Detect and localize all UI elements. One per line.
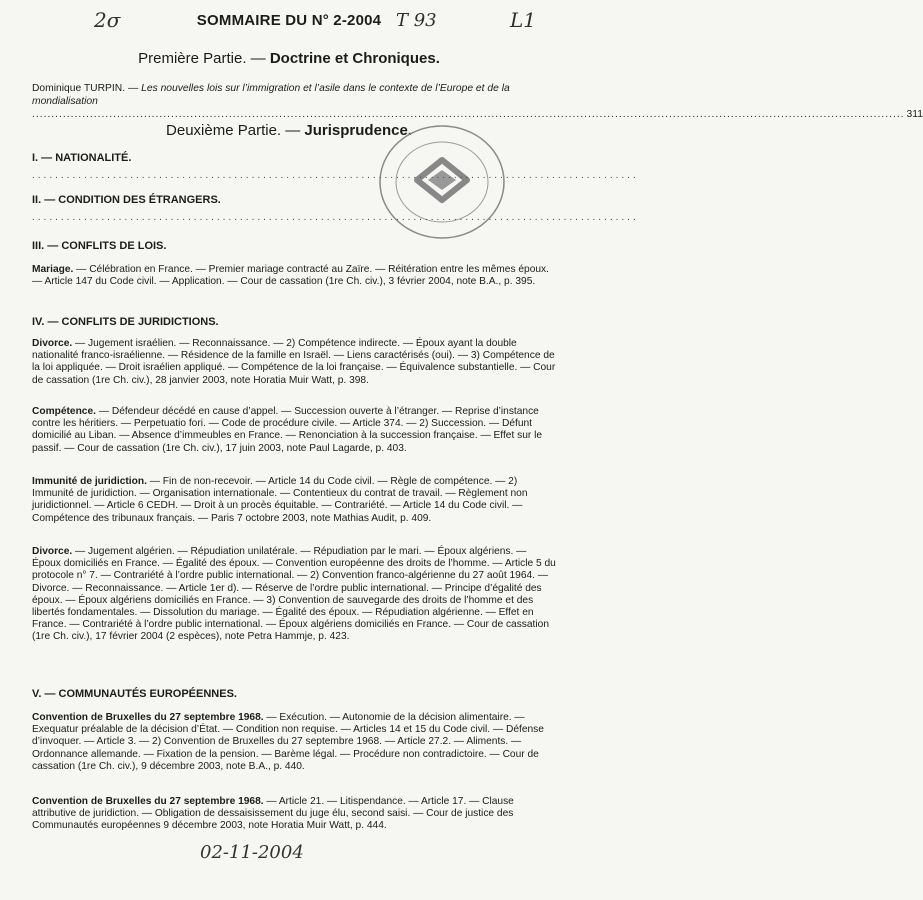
handwritten-date: 02-11-2004 (200, 842, 304, 863)
section-conflits-juridictions: IV. — CONFLITS DE JURIDICTIONS. (32, 316, 219, 328)
handwritten-mark-right: L1 (510, 8, 537, 32)
handwritten-mark-middle: T 93 (396, 10, 437, 31)
entry-divorce-israelien (32, 338, 558, 387)
entry-competence (32, 406, 558, 455)
part-one-prefix: Première Partie. — (138, 50, 270, 67)
section-condition-etrangers: II. — CONDITION DES ÉTRANGERS. (32, 194, 221, 206)
section-conflits-lois: III. — CONFLITS DE LOIS. (32, 240, 167, 252)
part-one-name: Doctrine et Chroniques. (269, 50, 440, 67)
entry-immunite-head: Immunité de juridiction. (32, 476, 147, 487)
entry-divorce-algerien-text: — Jugement algérien. — Répudiation unilatérale. — Répudiation par le mari. — Époux algériens. — Époux domiciliés en France. — Égalité des époux. — Convention européenne des droits de l’homme. — Article 5 du protocole n° 7. — Contrariété à l’ordre public international. — 2) Convention franco-algérienne du 27 août 1964. — Divorce. — Reconnaissance. — Article 1er d). — Réserve de l’ordre public international. — Principe d’égalité des époux. — Époux algériens domiciliés en France. — 3) Convention de sauvegarde des droits de l’homme et des libertés fondamentales. — Dissolution du mariage. — Égalité des époux. — Répudiation algérienne. — Effet en France. — Contrariété à l’ordre public international. — Époux algériens domiciliés en France. — Cour de cassation (1re Ch. civ.), 17 février 2004 (2 espèces), note Petra Hammje, p. 423. (32, 546, 556, 643)
library-stamp (372, 120, 512, 250)
entry-competence-text: — Défendeur décédé en cause d’appel. — Succession ouverte à l’étranger. — Reprise d’instance contre les héritiers. — Perpetuatio fori. — Code de procédure civile. — Article 374. — 2) Succession. — Défunt domicilié au Liban. — Absence d’immeubles en France. — Renonciation à la succession française. — Effet sur le passif. — Cour de cassation (1re Ch. civ.), 17 juin 2003, note Paul Lagarde, p. 403. (32, 406, 543, 454)
entry-bruxelles-litispendance-text: — Article 21. — Litispendance. — Article 17. — Clause attributive de juridiction. — Obligation de dessaisissement du juge élu, second saisi. — Cour de justice des Communautés européennes 9 décembre 2003, note Horatia Muir Watt, p. 444. (32, 796, 514, 832)
entry-divorce-algerien (32, 546, 558, 644)
intro-entry (32, 82, 923, 121)
section-communautes-europeennes: V. — COMMUNAUTÉS EUROPÉENNES. (32, 688, 237, 700)
part-two-name: Jurisprudence. (304, 122, 412, 139)
entry-divorce-algerien-head: Divorce. (32, 546, 73, 557)
section-nationalite: I. — NATIONALITÉ. (32, 152, 132, 164)
handwritten-mark-left: 2σ (94, 8, 121, 32)
intro-author: Dominique TURPIN. — (32, 83, 142, 94)
intro-leader-dots: .................................................................................................................................................................................................................................. (32, 109, 905, 120)
intro-page-number: 311 (906, 109, 923, 120)
entry-bruxelles-execution (32, 712, 558, 773)
entry-mariage (32, 264, 558, 288)
entry-mariage-head: Mariage. (32, 264, 74, 275)
entry-bruxelles-litispendance (32, 796, 558, 833)
section-condition-etrangers-dots: ......................................................................................................... (32, 212, 639, 223)
entry-divorce-israelien-head: Divorce. (32, 338, 73, 349)
entry-immunite (32, 476, 558, 525)
entry-bruxelles-execution-text: — Exécution. — Autonomie de la décision alimentaire. — Exequatur préalable de la décision d’État. — Condition non requise. — Articles 14 et 15 du Code civil. — Défense d’invoquer. — Article 3. — 2) Convention de Bruxelles du 27 septembre 1968. — Article 27.2. — Aliments. — Ordonnance allemande. — Fixation de la pension. — Barème légal. — Procédure non contradictoire. — Cour de cassation (1re Ch. civ.), 9 décembre 2003, note B.A., p. 440. (32, 712, 544, 772)
entry-divorce-israelien-text: — Jugement israélien. — Reconnaissance. — 2) Compétence indirecte. — Époux ayant la double nationalité franco-israélienne. — Résidence de la famille en Israël. — Liens caractérisés (oui). — 3) Compétence de la loi appliquée. — Droit israélien appliqué. — Compétence de la loi française. — Équivalence substantielle. — Cour de cassation (1re Ch. civ.), 28 janvier 2003, note Horatia Muir Watt, p. 398. (32, 338, 556, 386)
page-title: SOMMAIRE DU N° 2-2004 (196, 12, 382, 29)
part-two-prefix: Deuxième Partie. — (166, 122, 305, 139)
entry-immunite-text: — Fin de non-recevoir. — Article 14 du Code civil. — Règle de compétence. — 2) Immunité de juridiction. — Organisation internationale. — Contentieux du contrat de travail. — Règlement non juridictionnel. — Article 6 CEDH. — Droit à un procès équitable. — Contrariété. — Article 14 du Code civil. — Compétence des tribunaux français. — Paris 7 octobre 2003, note Mathias Audit, p. 409. (32, 476, 528, 524)
entry-competence-head: Compétence. (32, 406, 96, 417)
section-nationalite-dots: ......................................................................................................... (32, 170, 639, 181)
intro-title: Les nouvelles lois sur l’immigration et l’asile dans le contexte de l’Europe et de la mondialisation (32, 83, 510, 107)
part-one-heading (0, 50, 578, 67)
entry-mariage-text: — Célébration en France. — Premier mariage contracté au Zaïre. — Réitération entre les mêmes époux. — Article 147 du Code civil. — Application. — Cour de cassation (1re Ch. civ.), 3 février 2004, note B.A., p. 395. (32, 264, 549, 288)
entry-bruxelles-execution-head: Convention de Bruxelles du 27 septembre 1968. (32, 712, 264, 723)
entry-bruxelles-litispendance-head: Convention de Bruxelles du 27 septembre 1968. (32, 796, 264, 807)
